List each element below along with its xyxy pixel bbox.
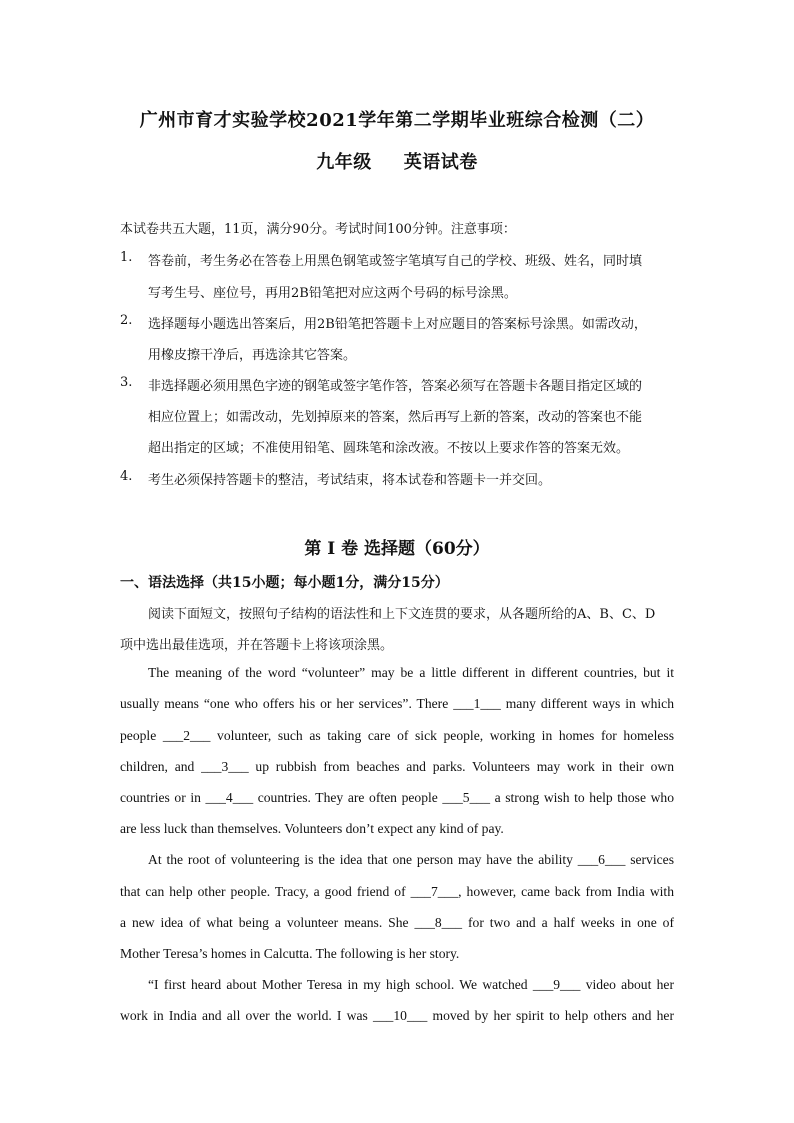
- notice-intro: 本试卷共五大题，11页，满分90分。考试时间100分钟。注意事项：: [120, 222, 516, 237]
- notice-item-line: 用橡皮擦干净后，再选涂其它答案。: [148, 348, 357, 363]
- passage-line: people ___2___ volunteer, such as taking care of sick people, working in homes for homeless: [120, 728, 674, 743]
- notice-item-line: 写考生号、座位号，再用2B铅笔把对应这两个号码的标号涂黑。: [148, 286, 517, 301]
- instruction-line: 项中选出最佳选项，并在答题卡上将该项涂黑。: [120, 638, 394, 653]
- notice-item-line: 非选择题必须用黑色字迹的钢笔或签字笔作答，答案必须写在答题卡各题目指定区域的: [148, 379, 643, 394]
- passage-line: usually means “one who offers his or her services”. There ___1___ many different ways in which: [120, 696, 674, 711]
- notice-item-num: 1.: [120, 250, 133, 265]
- notice-item-num: 2.: [120, 313, 133, 328]
- grade-label: 九年级: [316, 152, 372, 173]
- passage-line: countries or in ___4___ countries. They are often people ___5___ a strong wish to help those who: [120, 790, 674, 805]
- notice-item-line: 选择题每小题选出答案后，用2B铅笔把答题卡上对应题目的答案标号涂黑。如需改动，: [148, 317, 647, 332]
- passage-line: Mother Teresa’s homes in Calcutta. The following is her story.: [120, 946, 460, 961]
- passage-line: a new idea of what being a volunteer means. She ___8___ for two and a half weeks in one of: [120, 915, 674, 930]
- section-title: 第 Ⅰ 卷 选择题（60分）: [304, 539, 490, 559]
- passage-line: At the root of volunteering is the idea that one person may have the ability ___6___ services: [148, 852, 674, 867]
- subject-label: 英语试卷: [403, 152, 478, 173]
- notice-item-line: 相应位置上；如需改动，先划掉原来的答案，然后再写上新的答案，改动的答案也不能: [148, 410, 643, 425]
- exam-subtitle: [0, 148, 794, 174]
- passage-line: children, and ___3___ up rubbish from beaches and parks. Volunteers may work in their own: [120, 759, 674, 774]
- notice-item-line: 答卷前，考生务必在答卷上用黑色钢笔或签字笔填写自己的学校、班级、姓名，同时填: [148, 254, 643, 269]
- notice-item-line: 考生必须保持答题卡的整洁，考试结束，将本试卷和答题卡一并交回。: [148, 473, 552, 488]
- part-heading: 一、语法选择（共15小题；每小题1分，满分15分）: [120, 575, 449, 591]
- passage-line: are less luck than themselves. Volunteers don’t expect any kind of pay.: [120, 821, 504, 836]
- exam-title: 广州市育才实验学校2021学年第二学期毕业班综合检测（二）: [139, 110, 655, 131]
- passage-line: The meaning of the word “volunteer” may be a little different in different countries, but it: [148, 665, 674, 680]
- notice-item-line: 超出指定的区域；不准使用铅笔、圆珠笔和涂改液。不按以上要求作答的答案无效。: [148, 441, 630, 456]
- notice-item-num: 3.: [120, 375, 133, 390]
- passage-line: “I first heard about Mother Teresa in my high school. We watched ___9___ video about her: [148, 977, 674, 992]
- passage-line: that can help other people. Tracy, a good friend of ___7___, however, came back from India with: [120, 884, 674, 899]
- passage-line: work in India and all over the world. I was ___10___ moved by her spirit to help others and her: [120, 1008, 674, 1023]
- instruction-line: 阅读下面短文，按照句子结构的语法性和上下文连贯的要求，从各题所给的A、B、C、D: [148, 607, 656, 622]
- notice-item-num: 4.: [120, 469, 133, 484]
